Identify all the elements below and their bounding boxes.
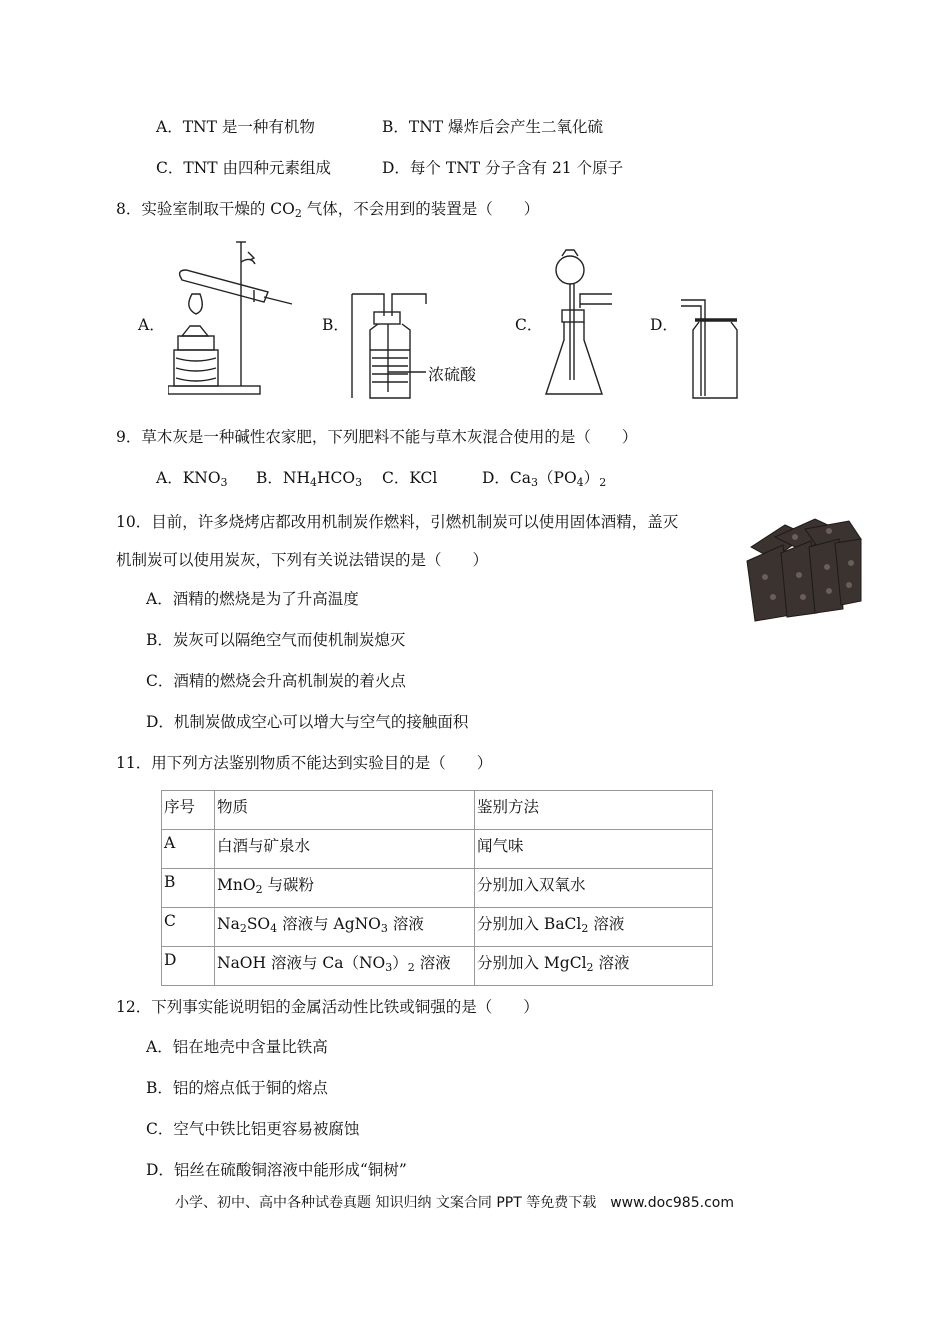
q12-option-c: C．空气中铁比铝更容易被腐蚀 — [146, 1120, 360, 1138]
q7-option-b: B．TNT 爆炸后会产生二氧化硫 — [382, 118, 604, 136]
q10-option-b: B．炭灰可以隔绝空气而使机制炭熄灭 — [146, 631, 406, 649]
q10-option-c: C．酒精的燃烧会升高机制炭的着火点 — [146, 672, 406, 690]
q7-option-a: A．TNT 是一种有机物 — [156, 118, 315, 136]
q12-option-a: A．铝在地壳中含量比铁高 — [146, 1038, 328, 1056]
q8-stem: 8．实验室制取干燥的 $CO_2$ 气体，不会用到的装置是（ ） — [116, 200, 540, 220]
row-d-substance: NaOH 溶液与 $Ca(NO_3)_2$ 溶液 — [215, 947, 475, 986]
header-substance: 物质 — [215, 791, 475, 830]
q12-option-b: B．铝的熔点低于铜的熔点 — [146, 1079, 328, 1097]
q10-option-a: A．酒精的燃烧是为了升高温度 — [146, 590, 359, 608]
apparatus-c-flask-figure — [540, 248, 620, 400]
header-method: 鉴别方法 — [475, 791, 713, 830]
row-a-id: A — [162, 830, 215, 869]
table-row — [162, 830, 713, 869]
q10-option-d: D．机制炭做成空心可以增大与空气的接触面积 — [146, 713, 469, 731]
row-c-id: C — [162, 908, 215, 947]
q9-option-c: C．KCl — [382, 469, 438, 487]
acid-label: 浓硫酸 — [428, 365, 477, 384]
q11-table — [161, 790, 713, 986]
header-id: 序号 — [162, 791, 215, 830]
q10-stem-line1: 10．目前，许多烧烤店都改用机制炭作燃料，引燃机制炭可以使用固体酒精，盖灭 — [116, 513, 679, 531]
q8-label-c: C． — [515, 316, 543, 334]
row-b-id: B — [162, 869, 215, 908]
q9-option-b: B．$NH_4HCO_3$ — [256, 469, 363, 489]
row-d-id: D — [162, 947, 215, 986]
q8-label-d: D． — [650, 316, 678, 334]
charcoal-briquettes-image — [745, 517, 863, 625]
row-c-method: 分别加入 BaCl$_2$ 溶液 — [475, 908, 713, 947]
table-header-row — [162, 791, 713, 830]
row-b-substance: MnO$_2$ 与碳粉 — [215, 869, 475, 908]
row-a-method: 闻气味 — [475, 830, 713, 869]
row-c-substance: $Na_2SO_4$ 溶液与 AgNO$_3$ 溶液 — [215, 908, 475, 947]
q7-option-c: C．TNT 由四种元素组成 — [156, 159, 332, 177]
apparatus-a-heating-figure — [168, 240, 298, 398]
q9-option-d: D．$Ca_3(PO_4)_2$ — [482, 469, 607, 489]
table-row — [162, 869, 713, 908]
footer-text: 小学、初中、高中各种试卷真题 知识归纳 文案合同 PPT 等免费下载 www.doc985.com — [175, 1195, 734, 1211]
table-row — [162, 908, 713, 947]
q8-label-b: B． — [322, 316, 349, 334]
q8-label-a: A． — [138, 316, 165, 334]
q10-stem-line2: 机制炭可以使用炭灰，下列有关说法错误的是（ ） — [116, 551, 489, 569]
row-a-substance: 白酒与矿泉水 — [215, 830, 475, 869]
apparatus-b-wash-bottle-figure — [340, 290, 440, 402]
q12-option-d: D．铝丝在硫酸铜溶液中能形成“铜树” — [146, 1161, 407, 1179]
row-b-method: 分别加入双氧水 — [475, 869, 713, 908]
q11-stem: 11．用下列方法鉴别物质不能达到实验目的是（ ） — [116, 754, 493, 772]
q9-option-a: A．$KNO_3$ — [156, 469, 228, 489]
q9-stem: 9．草木灰是一种碱性农家肥，下列肥料不能与草木灰混合使用的是（ ） — [116, 428, 638, 446]
apparatus-d-collection-bottle-figure — [675, 296, 745, 402]
table-row — [162, 947, 713, 986]
row-d-method: 分别加入 MgCl$_2$ 溶液 — [475, 947, 713, 986]
q12-stem: 12．下列事实能说明铝的金属活动性比铁或铜强的是（ ） — [116, 998, 539, 1016]
q7-option-d: D．每个 TNT 分子含有 21 个原子 — [382, 159, 624, 177]
